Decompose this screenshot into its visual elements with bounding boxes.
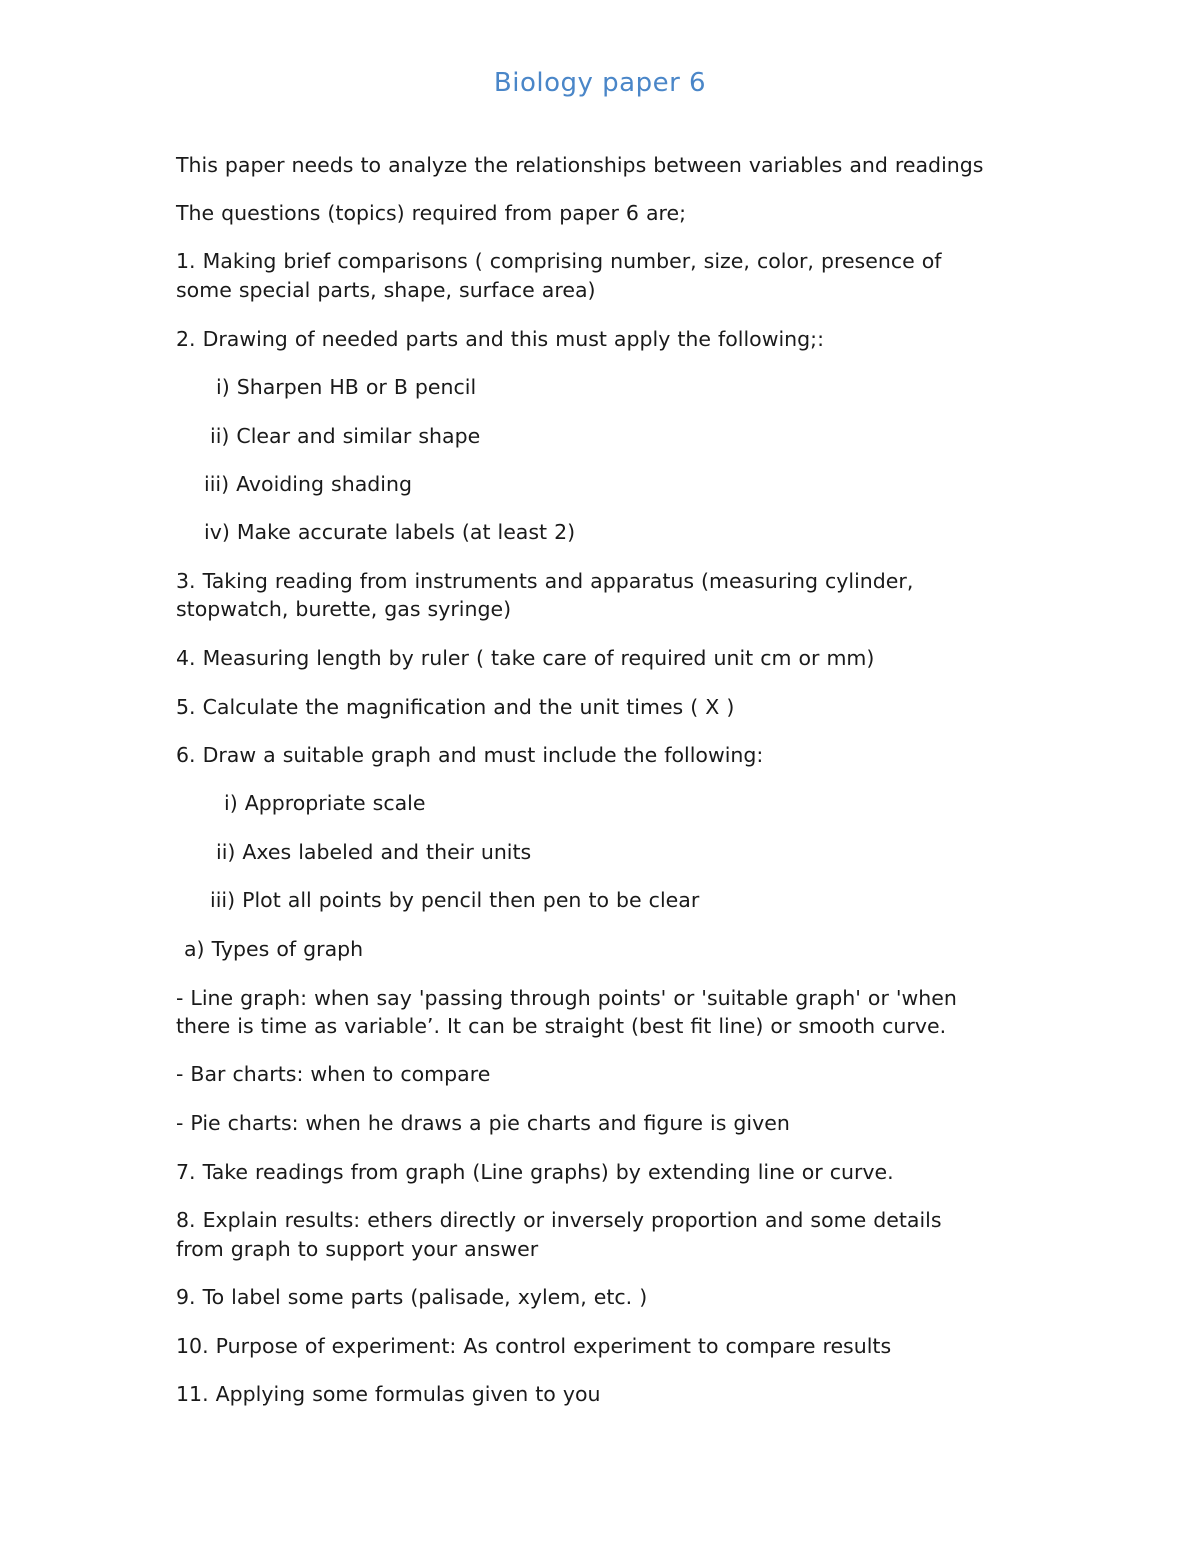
item-9: 9. To label some parts (palisade, xylem, etc. ) — [176, 1285, 648, 1309]
item-11: 11. Applying some formulas given to you — [176, 1382, 601, 1406]
item-1-line-2: some special parts, shape, surface area) — [176, 278, 596, 302]
intro-line: This paper needs to analyze the relationships between variables and readings — [176, 153, 984, 177]
item-8-line-2: from graph to support your answer — [176, 1237, 539, 1261]
item-6-sub-iii: iii) Plot all points by pencil then pen to be clear — [210, 888, 700, 912]
line-graph-line-2: there is time as variable’. It can be straight (best fit line) or smooth curve. — [176, 1014, 947, 1038]
item-2: 2. Drawing of needed parts and this must apply the following;: — [176, 327, 824, 351]
item-2-sub-iii: iii) Avoiding shading — [204, 472, 412, 496]
item-4: 4. Measuring length by ruler ( take care of required unit cm or mm) — [176, 646, 875, 670]
line-graph-line-1: - Line graph: when say 'passing through points' or 'suitable graph' or 'when — [176, 986, 957, 1010]
item-3-line-2: stopwatch, burette, gas syringe) — [176, 597, 512, 621]
item-2-sub-ii: ii) Clear and similar shape — [210, 424, 481, 448]
item-3-line-1: 3. Taking reading from instruments and apparatus (measuring cylinder, — [176, 569, 914, 593]
document-title: Biology paper 6 — [493, 68, 707, 98]
item-2-sub-iv: iv) Make accurate labels (at least 2) — [204, 520, 576, 544]
item-6: 6. Draw a suitable graph and must include the following: — [176, 743, 764, 767]
pie-charts-line: - Pie charts: when he draws a pie charts and figure is given — [176, 1111, 790, 1135]
item-5: 5. Calculate the magnification and the unit times ( X ) — [176, 695, 735, 719]
bar-charts-line: - Bar charts: when to compare — [176, 1062, 491, 1086]
graph-types-heading: a) Types of graph — [184, 937, 364, 961]
item-7: 7. Take readings from graph (Line graphs) by extending line or curve. — [176, 1160, 894, 1184]
item-6-sub-i: i) Appropriate scale — [224, 791, 426, 815]
item-8-line-1: 8. Explain results: ethers directly or inversely proportion and some details — [176, 1208, 942, 1232]
item-1-line-1: 1. Making brief comparisons ( comprising number, size, color, presence of — [176, 249, 942, 273]
item-6-sub-ii: ii) Axes labeled and their units — [216, 840, 532, 864]
item-2-sub-i: i) Sharpen HB or B pencil — [216, 375, 477, 399]
item-10: 10. Purpose of experiment: As control experiment to compare results — [176, 1334, 892, 1358]
questions-intro: The questions (topics) required from paper 6 are; — [176, 201, 687, 225]
